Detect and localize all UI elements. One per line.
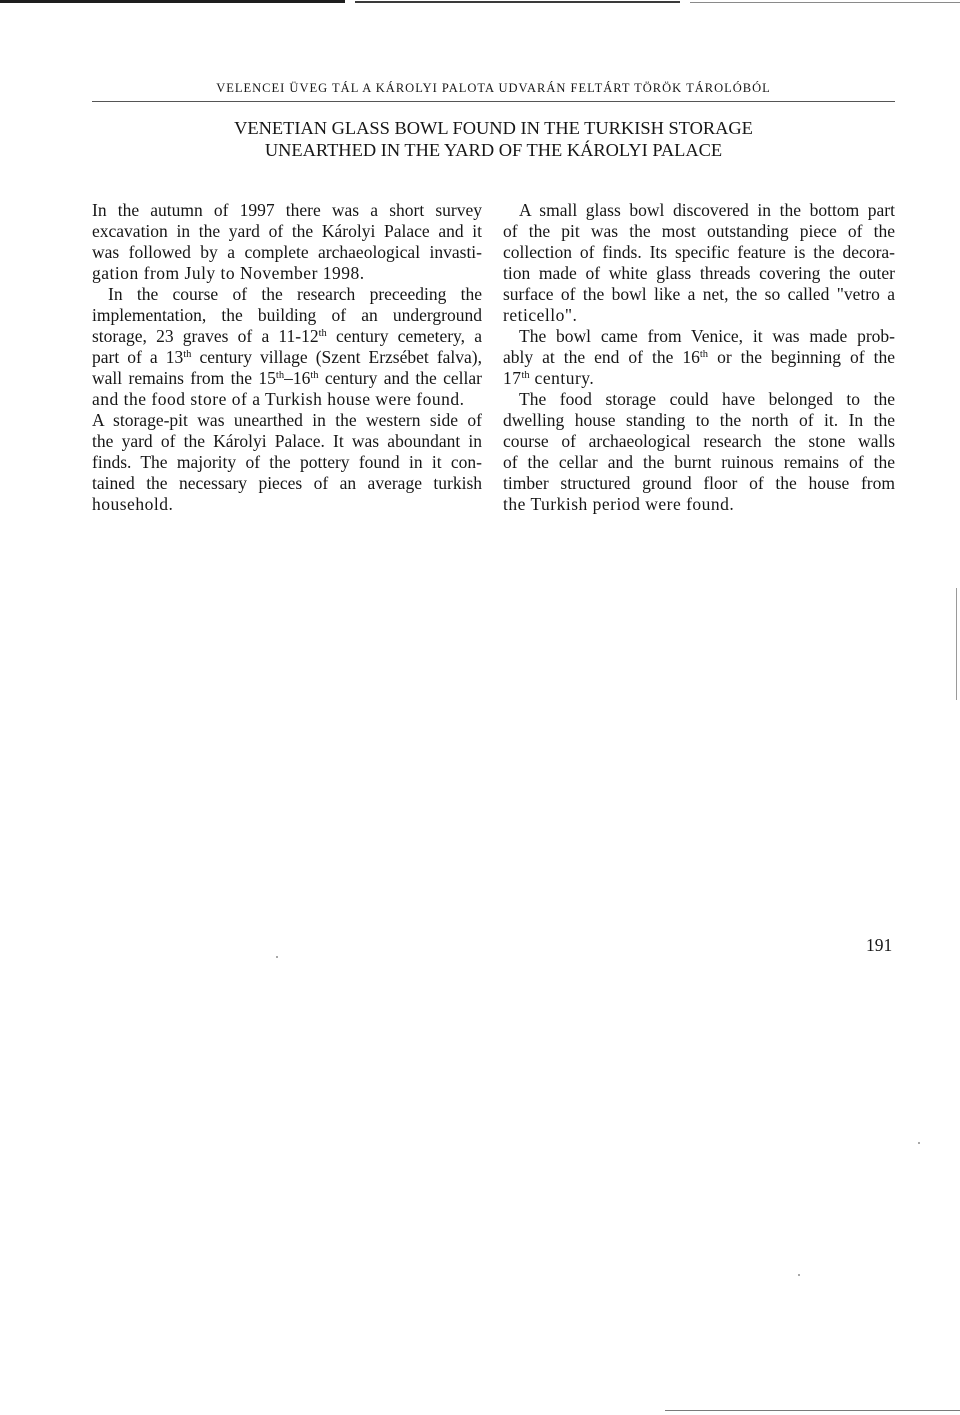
text-line: finds. The majority of the pottery found in it con- — [92, 452, 482, 472]
text-line: gation from July to November 1998. — [92, 263, 365, 283]
article-title-line-1: VENETIAN GLASS BOWL FOUND IN THE TURKISH STORAGE — [234, 118, 753, 138]
text-line: dwelling house standing to the north of it. In the — [503, 410, 895, 430]
text-line: of the cellar and the burnt ruinous remains of the — [503, 452, 895, 472]
line-text: century. — [529, 368, 595, 388]
line-text: century cemetery, a — [326, 326, 483, 346]
text-line: In the autumn of 1997 there was a short survey — [92, 200, 482, 220]
line-text: century and the cellar — [318, 368, 482, 388]
line-text: –16 — [284, 368, 311, 388]
text-line — [92, 368, 482, 389]
text-line: course of archaeological research the stone walls — [503, 431, 895, 451]
text-line — [92, 347, 482, 368]
text-line — [92, 326, 482, 347]
text-line: and the food store of a Turkish house were found. — [92, 389, 465, 409]
line-text: 17 — [503, 368, 522, 388]
text-line: timber structured ground floor of the house from — [503, 473, 895, 493]
scan-speck — [276, 956, 278, 958]
text-line: A small glass bowl discovered in the bottom part — [519, 200, 895, 220]
line-text: ably at the end of the 16 — [503, 347, 700, 367]
line-text: part of a 13 — [92, 347, 184, 367]
scan-speck — [918, 1142, 920, 1144]
text-line: The food storage could have belonged to the — [519, 389, 895, 409]
scan-edge-line — [665, 1410, 960, 1411]
scan-edge-line — [956, 588, 957, 700]
text-line: tained the necessary pieces of an average turkish — [92, 473, 482, 493]
line-text: storage, 23 graves of a 11-12 — [92, 326, 319, 346]
text-line: implementation, the building of an underground — [92, 305, 482, 325]
running-header: VELENCEI ÜVEG TÁL A KÁROLYI PALOTA UDVARÁN FELTÁRT TÖRÖK TÁROLÓBÓL — [216, 81, 771, 95]
text-line: the yard of the Károlyi Palace. It was aboundant in — [92, 431, 482, 451]
ordinal-superscript: th — [318, 328, 327, 339]
text-line: was followed by a complete archaeological invasti- — [92, 242, 482, 262]
scan-speck — [798, 1274, 800, 1276]
scan-edge-line — [355, 1, 680, 3]
text-line: of the pit was the most outstanding piece of the — [503, 221, 895, 241]
line-text: wall remains from the 15 — [92, 368, 276, 388]
line-text: or the beginning of the — [708, 347, 895, 367]
header-rule — [92, 101, 895, 102]
left-column — [92, 200, 482, 515]
scan-edge-line — [690, 2, 960, 3]
text-line: collection of finds. Its specific feature is the decora- — [503, 242, 895, 262]
article-title-line-2: UNEARTHED IN THE YARD OF THE KÁROLYI PALACE — [264, 140, 723, 160]
text-line: tion made of white glass threads covering the outer — [503, 263, 895, 283]
text-line: In the course of the research preceeding the — [108, 284, 482, 304]
text-line: excavation in the yard of the Károlyi Palace and it — [92, 221, 482, 241]
text-line — [503, 368, 895, 389]
text-line: A storage-pit was unearthed in the western side of — [92, 410, 482, 430]
text-line: the Turkish period were found. — [503, 494, 735, 514]
right-column — [503, 200, 895, 515]
ordinal-superscript: th — [699, 349, 709, 360]
scan-edge-line — [0, 0, 345, 3]
text-line: household. — [92, 494, 174, 514]
ordinal-superscript: th — [310, 370, 319, 381]
line-text: century village (Szent Erzsébet falva), — [191, 347, 482, 367]
ordinal-superscript: th — [275, 370, 285, 381]
ordinal-superscript: th — [183, 349, 192, 360]
text-line — [503, 347, 895, 368]
text-line: The bowl came from Venice, it was made prob- — [519, 326, 895, 346]
page-number: 191 — [866, 935, 893, 955]
text-line: reticello". — [503, 305, 578, 325]
ordinal-superscript: th — [521, 370, 530, 381]
text-line: surface of the bowl like a net, the so called "vetro a — [503, 284, 895, 304]
